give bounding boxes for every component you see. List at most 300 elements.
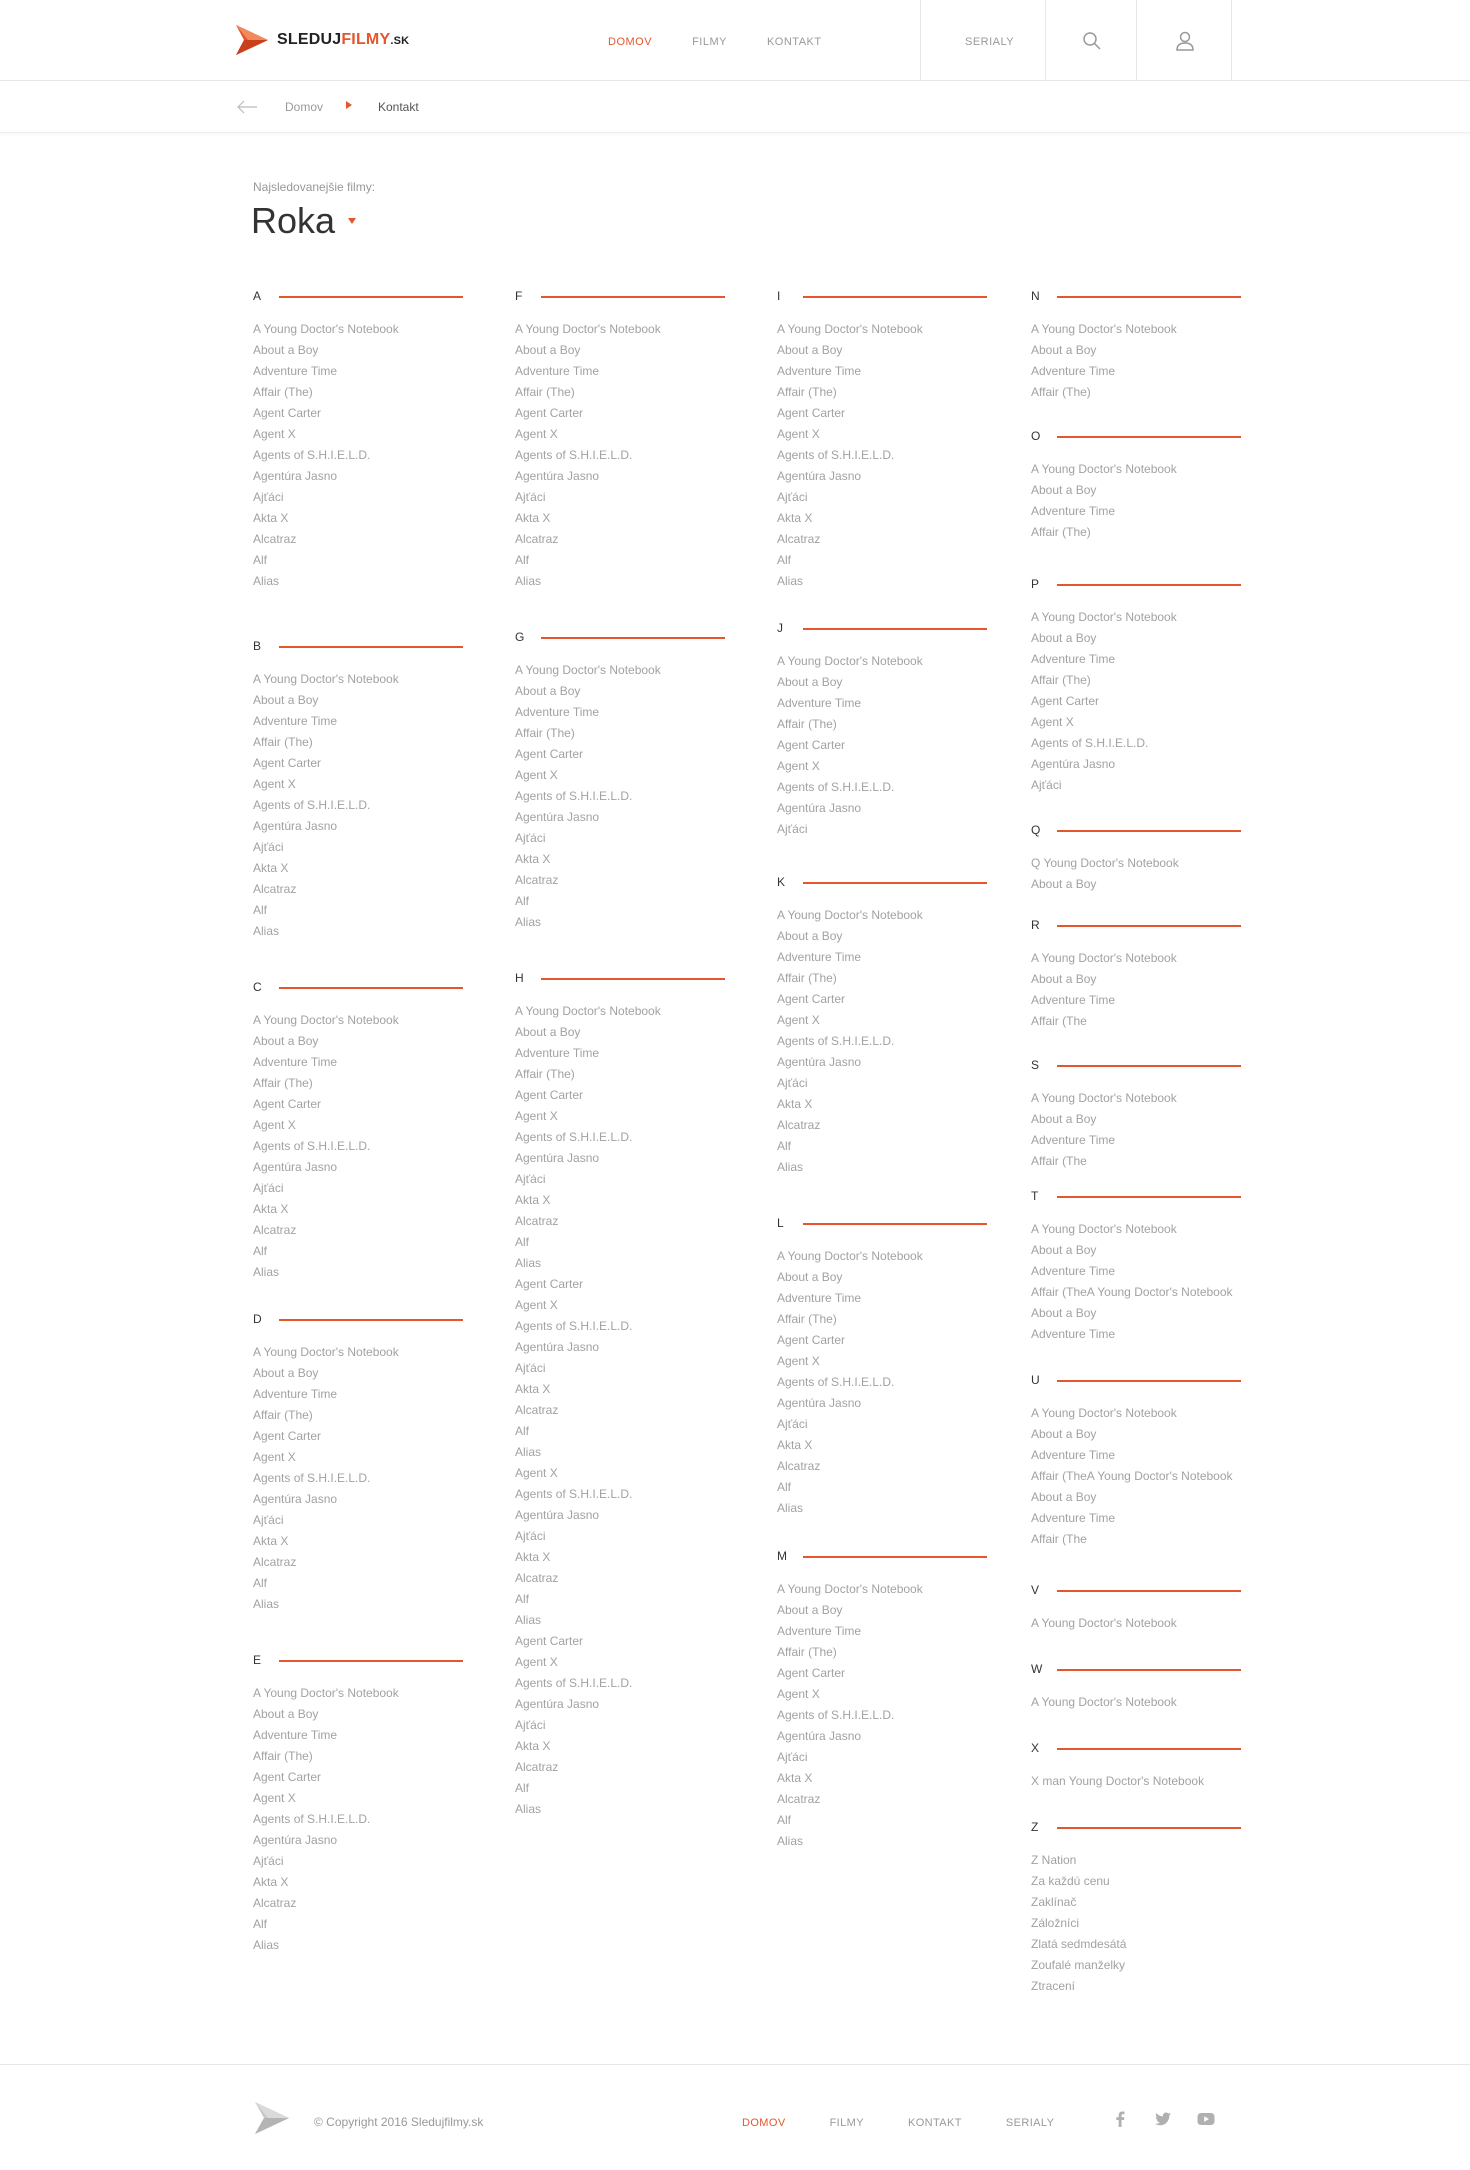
title-link[interactable]: Ajťáci xyxy=(515,1529,546,1543)
title-link[interactable]: Alcatraz xyxy=(253,1223,297,1237)
footer-logo-icon[interactable] xyxy=(253,2099,291,2137)
title-link[interactable]: X man Young Doctor's Notebook xyxy=(1031,1774,1205,1788)
title-link[interactable]: Agents of S.H.I.E.L.D. xyxy=(515,448,633,462)
title-link[interactable]: Alf xyxy=(253,1244,268,1258)
title-list xyxy=(777,1579,987,1852)
title-link[interactable]: Alcatraz xyxy=(515,1760,559,1774)
footer-nav-filmy[interactable]: FILMY xyxy=(829,2117,864,2129)
title-link[interactable]: About a Boy xyxy=(1031,1427,1097,1441)
letter-label: A xyxy=(253,289,262,303)
title-link[interactable]: Adventure Time xyxy=(777,696,862,710)
title-link[interactable]: Alf xyxy=(777,553,792,567)
title-link[interactable]: Alf xyxy=(515,1235,530,1249)
title-link[interactable]: A Young Doctor's Notebook xyxy=(1031,1091,1177,1105)
letter-divider xyxy=(803,882,987,884)
title-link[interactable]: A Young Doctor's Notebook xyxy=(777,654,923,668)
title-link[interactable]: Agents of S.H.I.E.L.D. xyxy=(253,1471,371,1485)
title-link[interactable]: Agents of S.H.I.E.L.D. xyxy=(777,1034,895,1048)
title-link[interactable]: Alf xyxy=(777,1480,792,1494)
title-link[interactable]: About a Boy xyxy=(515,684,581,698)
title-link[interactable]: Agentúra Jasno xyxy=(253,1492,338,1506)
title-link[interactable]: Adventure Time xyxy=(777,364,862,378)
title-link[interactable]: Agent X xyxy=(253,427,296,441)
title-link[interactable]: A Young Doctor's Notebook xyxy=(515,1004,661,1018)
title-link[interactable]: Affair (TheA Young Doctor's Notebook xyxy=(1031,1469,1233,1483)
site-footer xyxy=(0,2064,1470,2170)
title-link[interactable]: Akta X xyxy=(253,1875,289,1889)
title-link[interactable]: A Young Doctor's Notebook xyxy=(1031,462,1177,476)
title-link[interactable]: Agentúra Jasno xyxy=(1031,757,1116,771)
title-link[interactable]: Adventure Time xyxy=(515,1046,600,1060)
title-link[interactable]: Akta X xyxy=(515,852,551,866)
title-link[interactable]: Alf xyxy=(515,553,530,567)
letter-section-g xyxy=(515,630,725,933)
title-link[interactable]: Agent Carter xyxy=(777,1666,846,1680)
title-link[interactable]: Agent X xyxy=(777,427,820,441)
letter-divider xyxy=(1057,925,1241,927)
title-link[interactable]: Agentúra Jasno xyxy=(777,801,862,815)
letter-heading xyxy=(777,621,987,637)
title-link[interactable]: About a Boy xyxy=(1031,1112,1097,1126)
title-link[interactable]: Agents of S.H.I.E.L.D. xyxy=(515,1130,633,1144)
title-link[interactable]: Ajťáci xyxy=(777,822,808,836)
title-link[interactable]: Agent Carter xyxy=(515,406,584,420)
title-link[interactable]: Agents of S.H.I.E.L.D. xyxy=(1031,736,1149,750)
title-link[interactable]: About a Boy xyxy=(253,1707,319,1721)
title-link[interactable]: Ajťáci xyxy=(1031,778,1062,792)
title-link[interactable]: About a Boy xyxy=(253,693,319,707)
title-link[interactable]: Affair (TheA Young Doctor's Notebook xyxy=(1031,1285,1233,1299)
user-icon[interactable] xyxy=(1174,30,1196,52)
title-link[interactable]: Alcatraz xyxy=(253,532,297,546)
letter-heading xyxy=(515,630,725,646)
footer-nav-serialy[interactable]: SERIALY xyxy=(1005,2117,1055,2129)
title-link[interactable]: Agent Carter xyxy=(777,992,846,1006)
nav-filmy[interactable]: FILMY xyxy=(692,36,727,48)
title-link[interactable]: Adventure Time xyxy=(253,1387,338,1401)
title-link[interactable]: Affair (The) xyxy=(253,1749,313,1763)
title-link[interactable]: About a Boy xyxy=(1031,1490,1097,1504)
title-link[interactable]: Agent Carter xyxy=(253,1429,322,1443)
title-link[interactable]: Alias xyxy=(253,1265,280,1279)
title-link[interactable]: A Young Doctor's Notebook xyxy=(777,1582,923,1596)
title-link[interactable]: Alcatraz xyxy=(515,532,559,546)
letter-label: F xyxy=(515,289,523,303)
title-link[interactable]: Agent Carter xyxy=(253,1097,322,1111)
title-link[interactable]: A Young Doctor's Notebook xyxy=(1031,1695,1177,1709)
title-link[interactable]: Adventure Time xyxy=(1031,364,1116,378)
title-link[interactable]: About a Boy xyxy=(777,675,843,689)
title-link[interactable]: Adventure Time xyxy=(1031,1327,1116,1341)
title-link[interactable]: Adventure Time xyxy=(515,364,600,378)
letter-divider xyxy=(1057,1590,1241,1592)
letter-section-b xyxy=(253,639,463,942)
title-list xyxy=(253,319,463,592)
title-link[interactable]: Agentúra Jasno xyxy=(515,469,600,483)
title-link[interactable]: About a Boy xyxy=(777,929,843,943)
title-link[interactable]: Agent X xyxy=(777,1687,820,1701)
facebook-icon[interactable] xyxy=(1110,2109,1130,2129)
title-link[interactable]: Adventure Time xyxy=(253,714,338,728)
title-link[interactable]: Agent X xyxy=(515,1109,558,1123)
title-link[interactable]: Alias xyxy=(777,574,804,588)
title-link[interactable]: Alias xyxy=(253,574,280,588)
title-link[interactable]: Agentúra Jasno xyxy=(515,1340,600,1354)
title-link[interactable]: About a Boy xyxy=(1031,631,1097,645)
title-link[interactable]: A Young Doctor's Notebook xyxy=(1031,1406,1177,1420)
letter-label: O xyxy=(1031,429,1041,443)
title-link[interactable]: About a Boy xyxy=(1031,972,1097,986)
title-link[interactable]: Affair (The) xyxy=(777,1312,837,1326)
title-link[interactable]: Affair (The xyxy=(1031,1532,1087,1546)
title-link[interactable]: A Young Doctor's Notebook xyxy=(253,672,399,686)
title-link[interactable]: Agent Carter xyxy=(515,747,584,761)
title-link[interactable]: About a Boy xyxy=(515,1025,581,1039)
title-link[interactable]: Agent X xyxy=(253,1118,296,1132)
title-link[interactable]: Agents of S.H.I.E.L.D. xyxy=(253,798,371,812)
title-link[interactable]: Adventure Time xyxy=(253,364,338,378)
title-link[interactable]: A Young Doctor's Notebook xyxy=(253,1686,399,1700)
title-link[interactable]: Akta X xyxy=(777,1097,813,1111)
letter-section-n xyxy=(1031,289,1241,403)
title-link[interactable]: Alias xyxy=(253,924,280,938)
title-link[interactable]: Akta X xyxy=(253,1534,289,1548)
site-logo[interactable] xyxy=(234,20,409,60)
title-link[interactable]: Ajťáci xyxy=(253,490,284,504)
title-link[interactable]: Agent X xyxy=(777,1013,820,1027)
title-link[interactable]: Alias xyxy=(515,1445,542,1459)
title-link[interactable]: About a Boy xyxy=(253,343,319,357)
letter-section-q xyxy=(1031,823,1241,895)
title-link[interactable]: Adventure Time xyxy=(1031,993,1116,1007)
title-link[interactable]: Affair (The) xyxy=(777,1645,837,1659)
title-link[interactable]: Adventure Time xyxy=(253,1055,338,1069)
title-link[interactable]: Alf xyxy=(515,1592,530,1606)
letter-section-a xyxy=(253,289,463,592)
title-link[interactable]: Adventure Time xyxy=(777,950,862,964)
title-link[interactable]: Agentúra Jasno xyxy=(777,1729,862,1743)
title-link[interactable]: Agents of S.H.I.E.L.D. xyxy=(777,1375,895,1389)
letter-section-e xyxy=(253,1653,463,1956)
title-link[interactable]: Affair (The) xyxy=(515,385,575,399)
title-link[interactable]: Affair (The) xyxy=(253,735,313,749)
title-link[interactable]: Alias xyxy=(777,1834,804,1848)
title-link[interactable]: Agent Carter xyxy=(515,1634,584,1648)
title-link[interactable]: Zaklínač xyxy=(1031,1895,1077,1909)
title-link[interactable]: Alcatraz xyxy=(515,873,559,887)
title-link[interactable]: Agents of S.H.I.E.L.D. xyxy=(253,1139,371,1153)
title-link[interactable]: Alcatraz xyxy=(515,1214,559,1228)
title-link[interactable]: Affair (The) xyxy=(777,717,837,731)
title-link[interactable]: Alf xyxy=(515,894,530,908)
title-link[interactable]: Adventure Time xyxy=(1031,504,1116,518)
title-link[interactable]: Alf xyxy=(253,1576,268,1590)
title-link[interactable]: Affair (The) xyxy=(253,1076,313,1090)
title-list xyxy=(1031,459,1241,543)
title-link[interactable]: Agent Carter xyxy=(1031,694,1100,708)
title-link[interactable]: About a Boy xyxy=(777,1603,843,1617)
title-link[interactable]: Agentúra Jasno xyxy=(515,1151,600,1165)
title-link[interactable]: Agent X xyxy=(515,427,558,441)
title-link[interactable]: About a Boy xyxy=(515,343,581,357)
title-link[interactable]: A Young Doctor's Notebook xyxy=(1031,1222,1177,1236)
title-link[interactable]: Alf xyxy=(777,1139,792,1153)
title-link[interactable]: Alias xyxy=(515,915,542,929)
title-link[interactable]: Akta X xyxy=(515,1550,551,1564)
page-title[interactable]: Roka xyxy=(251,200,336,241)
youtube-icon[interactable] xyxy=(1196,2109,1216,2129)
title-link[interactable]: Alcatraz xyxy=(253,1896,297,1910)
title-link[interactable]: Affair (The) xyxy=(1031,385,1091,399)
title-link[interactable]: A Young Doctor's Notebook xyxy=(1031,1616,1177,1630)
nav-domov[interactable]: DOMOV xyxy=(608,36,653,48)
letter-heading xyxy=(1031,1583,1241,1599)
title-link[interactable]: Akta X xyxy=(515,1193,551,1207)
title-link[interactable]: Alf xyxy=(253,553,268,567)
title-link[interactable]: Alf xyxy=(515,1424,530,1438)
title-link[interactable]: Ajťáci xyxy=(515,1172,546,1186)
title-list xyxy=(1031,1771,1241,1792)
title-link[interactable]: Akta X xyxy=(253,1202,289,1216)
title-link[interactable]: Agents of S.H.I.E.L.D. xyxy=(253,448,371,462)
letter-section-t xyxy=(1031,1189,1241,1345)
footer-nav-domov[interactable]: DOMOV xyxy=(742,2117,786,2129)
title-link[interactable]: Ajťáci xyxy=(777,1750,808,1764)
title-link[interactable]: Ajťáci xyxy=(777,1076,808,1090)
title-link[interactable]: A Young Doctor's Notebook xyxy=(253,1345,399,1359)
title-link[interactable]: About a Boy xyxy=(1031,483,1097,497)
title-link[interactable]: Alcatraz xyxy=(777,1792,821,1806)
title-link[interactable]: Agents of S.H.I.E.L.D. xyxy=(515,1319,633,1333)
title-link[interactable]: Agentúra Jasno xyxy=(253,1833,338,1847)
title-link[interactable]: A Young Doctor's Notebook xyxy=(253,1013,399,1027)
title-link[interactable]: About a Boy xyxy=(777,343,843,357)
title-link[interactable]: A Young Doctor's Notebook xyxy=(777,322,923,336)
title-link[interactable]: Agent Carter xyxy=(515,1088,584,1102)
title-link[interactable]: Q Young Doctor's Notebook xyxy=(1031,856,1179,870)
letter-divider xyxy=(279,1660,463,1662)
title-link[interactable]: Agent X xyxy=(515,768,558,782)
title-link[interactable]: Akta X xyxy=(777,1438,813,1452)
title-link[interactable]: Ztracení xyxy=(1031,1979,1076,1993)
title-link[interactable]: About a Boy xyxy=(253,1034,319,1048)
title-link[interactable]: About a Boy xyxy=(1031,1243,1097,1257)
title-link[interactable]: Alias xyxy=(515,1802,542,1816)
title-link[interactable]: Alcatraz xyxy=(515,1571,559,1585)
title-link[interactable]: Alias xyxy=(777,1160,804,1174)
title-link[interactable]: Agentúra Jasno xyxy=(515,810,600,824)
title-link[interactable]: Agent Carter xyxy=(253,756,322,770)
title-link[interactable]: Akta X xyxy=(515,1739,551,1753)
title-link[interactable]: Affair (The xyxy=(1031,1014,1087,1028)
title-link[interactable]: Affair (The xyxy=(1031,1154,1087,1168)
title-link[interactable]: A Young Doctor's Notebook xyxy=(1031,610,1177,624)
letter-section-f xyxy=(515,289,725,592)
title-link[interactable]: About a Boy xyxy=(1031,343,1097,357)
title-link[interactable]: Ajťáci xyxy=(515,1718,546,1732)
title-link[interactable]: Alf xyxy=(253,1917,268,1931)
title-link[interactable]: Alcatraz xyxy=(777,532,821,546)
title-link[interactable]: Agent Carter xyxy=(777,406,846,420)
letter-divider xyxy=(1057,1065,1241,1067)
title-list xyxy=(1031,853,1241,895)
title-link[interactable]: A Young Doctor's Notebook xyxy=(515,663,661,677)
title-link[interactable]: A Young Doctor's Notebook xyxy=(253,322,399,336)
title-link[interactable]: Affair (The) xyxy=(777,385,837,399)
title-link[interactable]: Affair (The) xyxy=(777,971,837,985)
title-link[interactable]: Agent Carter xyxy=(515,1277,584,1291)
title-link[interactable]: Alias xyxy=(777,1501,804,1515)
title-link[interactable]: Agent X xyxy=(253,1450,296,1464)
title-link[interactable]: Adventure Time xyxy=(1031,1133,1116,1147)
title-link[interactable]: Affair (The) xyxy=(515,1067,575,1081)
title-link[interactable]: Agent X xyxy=(253,1791,296,1805)
title-link[interactable]: Alcatraz xyxy=(777,1459,821,1473)
title-link[interactable]: A Young Doctor's Notebook xyxy=(515,322,661,336)
title-list xyxy=(1031,1219,1241,1345)
title-link[interactable]: Agent X xyxy=(515,1298,558,1312)
letter-divider xyxy=(541,296,725,298)
title-link[interactable]: Agents of S.H.I.E.L.D. xyxy=(777,780,895,794)
title-link[interactable]: Alf xyxy=(515,1781,530,1795)
title-link[interactable]: Akta X xyxy=(515,1382,551,1396)
title-link[interactable]: Agentúra Jasno xyxy=(253,1160,338,1174)
nav-serialy[interactable]: SERIALY xyxy=(965,36,1015,48)
title-link[interactable]: Adventure Time xyxy=(1031,652,1116,666)
title-link[interactable]: Agentúra Jasno xyxy=(253,819,338,833)
title-link[interactable]: Alcatraz xyxy=(253,1555,297,1569)
title-link[interactable]: Adventure Time xyxy=(777,1291,862,1305)
letter-section-p xyxy=(1031,577,1241,796)
footer-nav-kontakt[interactable]: KONTAKT xyxy=(907,2117,962,2129)
title-link[interactable]: Zoufalé manželky xyxy=(1031,1958,1126,1972)
title-link[interactable]: Alias xyxy=(515,1256,542,1270)
title-list xyxy=(777,905,987,1178)
title-link[interactable]: Agent X xyxy=(1031,715,1074,729)
twitter-icon[interactable] xyxy=(1153,2109,1173,2129)
title-link[interactable]: Agent X xyxy=(515,1466,558,1480)
site-header xyxy=(0,0,1470,81)
breadcrumb-home[interactable]: Domov xyxy=(285,100,324,114)
title-list xyxy=(1031,1692,1241,1713)
title-link[interactable]: A Young Doctor's Notebook xyxy=(777,908,923,922)
title-link[interactable]: Akta X xyxy=(253,511,289,525)
arrow-left-icon[interactable] xyxy=(236,99,258,115)
title-link[interactable]: Agentúra Jasno xyxy=(515,1508,600,1522)
title-link[interactable]: Ajťáci xyxy=(515,831,546,845)
title-link[interactable]: Agentúra Jasno xyxy=(253,469,338,483)
title-link[interactable]: Adventure Time xyxy=(253,1728,338,1742)
title-link[interactable]: About a Boy xyxy=(1031,1306,1097,1320)
title-link[interactable]: Akta X xyxy=(777,511,813,525)
letter-heading xyxy=(1031,1189,1241,1205)
title-link[interactable]: Alias xyxy=(253,1597,280,1611)
title-link[interactable]: About a Boy xyxy=(1031,877,1097,891)
title-link[interactable]: Zlatá sedmdesátá xyxy=(1031,1937,1127,1951)
nav-kontakt[interactable]: KONTAKT xyxy=(766,36,822,48)
caret-down-icon[interactable] xyxy=(348,218,356,224)
letter-divider xyxy=(1057,1380,1241,1382)
title-link[interactable]: Ajťáci xyxy=(253,840,284,854)
title-link[interactable]: Z Nation xyxy=(1031,1853,1077,1867)
title-link[interactable]: Za každú cenu xyxy=(1031,1874,1110,1888)
title-link[interactable]: Agents of S.H.I.E.L.D. xyxy=(777,1708,895,1722)
title-link[interactable]: Akta X xyxy=(515,511,551,525)
title-link[interactable]: Affair (The) xyxy=(515,726,575,740)
title-link[interactable]: Agent X xyxy=(253,777,296,791)
logo-icon xyxy=(234,22,270,58)
title-link[interactable]: Agent Carter xyxy=(253,406,322,420)
title-link[interactable]: Agent X xyxy=(777,1354,820,1368)
title-link[interactable]: Alcatraz xyxy=(253,882,297,896)
title-link[interactable]: Záložníci xyxy=(1031,1916,1080,1930)
page-subtitle: Najsledovanejšie filmy: xyxy=(253,180,376,194)
title-link[interactable]: Agentúra Jasno xyxy=(777,1055,862,1069)
title-link[interactable]: Agents of S.H.I.E.L.D. xyxy=(253,1812,371,1826)
title-link[interactable]: Alias xyxy=(515,1613,542,1627)
title-link[interactable]: Alcatraz xyxy=(777,1118,821,1132)
title-link[interactable]: A Young Doctor's Notebook xyxy=(777,1249,923,1263)
title-list xyxy=(253,1342,463,1615)
title-link[interactable]: Akta X xyxy=(777,1771,813,1785)
title-link[interactable]: Affair (The) xyxy=(253,1408,313,1422)
title-link[interactable]: Agent X xyxy=(777,759,820,773)
title-link[interactable]: Akta X xyxy=(253,861,289,875)
title-link[interactable]: About a Boy xyxy=(253,1366,319,1380)
title-link[interactable]: Affair (The) xyxy=(253,385,313,399)
title-link[interactable]: Agentúra Jasno xyxy=(777,1396,862,1410)
title-link[interactable]: Agents of S.H.I.E.L.D. xyxy=(515,1487,633,1501)
title-link[interactable]: Ajťáci xyxy=(777,490,808,504)
title-link[interactable]: Agent Carter xyxy=(253,1770,322,1784)
title-link[interactable]: A Young Doctor's Notebook xyxy=(1031,951,1177,965)
title-link[interactable]: Alias xyxy=(253,1938,280,1952)
title-link[interactable]: Agentúra Jasno xyxy=(777,469,862,483)
title-link[interactable]: Agents of S.H.I.E.L.D. xyxy=(515,1676,633,1690)
letter-label: N xyxy=(1031,289,1040,303)
title-link[interactable]: Alias xyxy=(515,574,542,588)
title-link[interactable]: Adventure Time xyxy=(1031,1448,1116,1462)
title-link[interactable]: Agent X xyxy=(515,1655,558,1669)
title-link[interactable]: Agentúra Jasno xyxy=(515,1697,600,1711)
title-link[interactable]: Ajťáci xyxy=(253,1181,284,1195)
letter-heading xyxy=(1031,289,1241,305)
title-link[interactable]: Ajťáci xyxy=(515,1361,546,1375)
title-link[interactable]: A Young Doctor's Notebook xyxy=(1031,322,1177,336)
title-link[interactable]: Ajťáci xyxy=(253,1513,284,1527)
title-link[interactable]: Adventure Time xyxy=(777,1624,862,1638)
title-link[interactable]: Affair (The) xyxy=(1031,525,1091,539)
title-link[interactable]: Agents of S.H.I.E.L.D. xyxy=(515,789,633,803)
title-link[interactable]: Adventure Time xyxy=(1031,1511,1116,1525)
title-link[interactable]: Ajťáci xyxy=(253,1854,284,1868)
title-list xyxy=(777,651,987,840)
search-icon[interactable] xyxy=(1081,30,1103,52)
title-link[interactable]: About a Boy xyxy=(777,1270,843,1284)
letter-section-m xyxy=(777,1549,987,1852)
title-link[interactable]: Agent Carter xyxy=(777,738,846,752)
title-link[interactable]: Ajťáci xyxy=(777,1417,808,1431)
title-link[interactable]: Alcatraz xyxy=(515,1403,559,1417)
title-link[interactable]: Affair (The) xyxy=(1031,673,1091,687)
title-link[interactable]: Agents of S.H.I.E.L.D. xyxy=(777,448,895,462)
title-link[interactable]: Alf xyxy=(253,903,268,917)
title-link[interactable]: Alf xyxy=(777,1813,792,1827)
title-link[interactable]: Agent Carter xyxy=(777,1333,846,1347)
title-link[interactable]: Adventure Time xyxy=(515,705,600,719)
title-link[interactable]: Ajťáci xyxy=(515,490,546,504)
title-link[interactable]: Adventure Time xyxy=(1031,1264,1116,1278)
